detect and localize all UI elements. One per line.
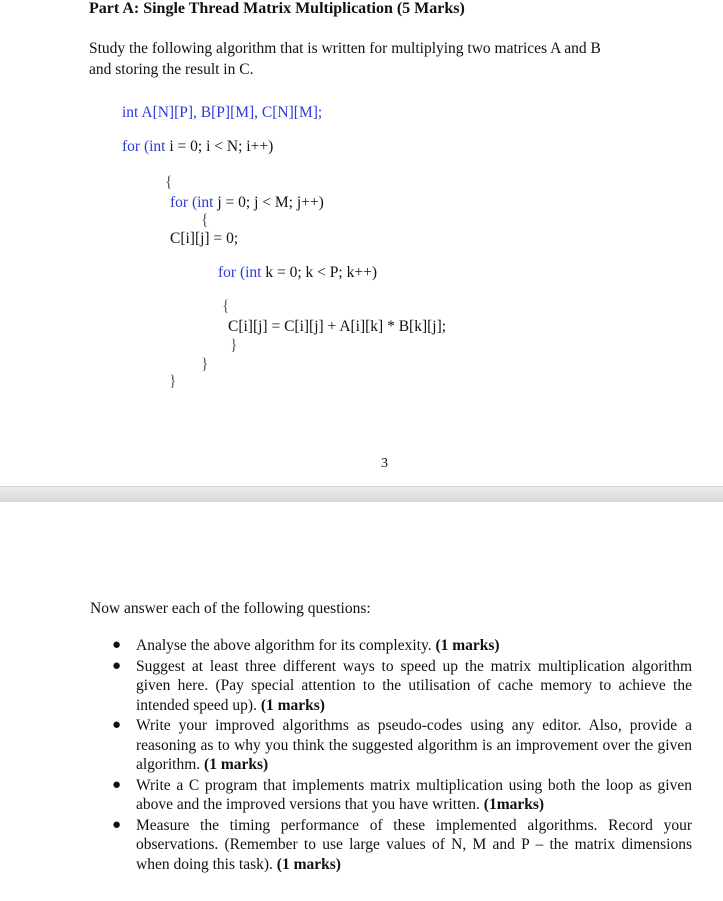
question-marks: (1 marks) — [260, 696, 325, 714]
loop-header: i = 0; i < N; i++) — [165, 138, 274, 155]
paren: ( — [191, 194, 198, 211]
code-for-i — [122, 138, 273, 156]
page-separator — [0, 486, 723, 503]
code-declaration: int A[N][P], B[P][M], C[N][M]; — [122, 104, 323, 121]
brace-close-2: } — [201, 356, 209, 373]
question-text: Suggest at least three different ways to speed up the matrix multiplication algorithm given here. (Pay special attention to the utilisation of cache memory to achieve the intended speed up). — [136, 657, 692, 714]
paren: ( — [143, 138, 150, 155]
question-text: Write your improved algorithms as pseudo-codes using any editor. Also, provide a reasoning as to why you think the suggested algorithm is an improvement over the given algorithm. — [136, 717, 692, 773]
list-item — [112, 636, 692, 656]
keyword-int: int — [197, 194, 214, 211]
question-text: Measure the timing performance of these implemented algorithms. Record your observations. (Remember to use large values of N, M and P – the matrix dimensions when doing this task). — [136, 816, 692, 873]
section-heading: Part A: Single Thread Matrix Multiplication (5 Marks) — [89, 0, 465, 17]
keyword-int: int — [149, 138, 166, 155]
question-marks: (1marks) — [483, 796, 545, 813]
page-number: 3 — [381, 456, 388, 471]
bullet-icon: ● — [112, 776, 122, 793]
list-item — [112, 776, 692, 815]
code-for-j — [170, 194, 324, 212]
question-marks: (1 marks) — [204, 756, 269, 773]
question-text: Analyse the above algorithm for its complexity. — [136, 637, 436, 654]
questions-list — [112, 636, 692, 875]
brace-open-2: { — [201, 212, 209, 229]
intro-line-2: and storing the result in C. — [89, 61, 254, 78]
bullet-icon: ● — [112, 637, 122, 653]
keyword-for: for — [218, 264, 237, 281]
keyword-for: for — [122, 138, 141, 155]
loop-header: j = 0; j < M; j++) — [213, 194, 324, 211]
list-item — [112, 816, 692, 875]
list-item — [112, 657, 692, 716]
keyword-int: int — [245, 264, 262, 281]
code-accumulate: C[i][j] = C[i][j] + A[i][k] * B[k][j]; — [228, 318, 447, 335]
bullet-icon: ● — [112, 717, 122, 733]
code-assign-zero: C[i][j] = 0; — [170, 230, 239, 247]
loop-header: k = 0; k < P; k++) — [261, 264, 377, 281]
brace-open-3: { — [222, 298, 230, 315]
question-marks: (1 marks) — [435, 637, 500, 654]
bullet-icon: ● — [112, 657, 122, 674]
list-item — [112, 716, 692, 775]
keyword-for: for — [170, 194, 189, 211]
intro-line-1: Study the following algorithm that is written for multiplying two matrices A and B — [89, 40, 601, 57]
question-marks: (1 marks) — [276, 855, 341, 873]
intro-paragraph — [89, 38, 629, 80]
bullet-icon: ● — [112, 816, 122, 833]
questions-intro: Now answer each of the following questions: — [90, 600, 371, 617]
brace-open-1: { — [165, 174, 173, 191]
code-for-k — [218, 264, 377, 282]
brace-close-1: } — [169, 373, 177, 390]
paren: ( — [239, 264, 246, 281]
brace-close-3: } — [230, 337, 238, 354]
question-text: Write a C program that implements matrix multiplication using both the loop as given above and the improved versions that you have written. — [136, 776, 692, 813]
